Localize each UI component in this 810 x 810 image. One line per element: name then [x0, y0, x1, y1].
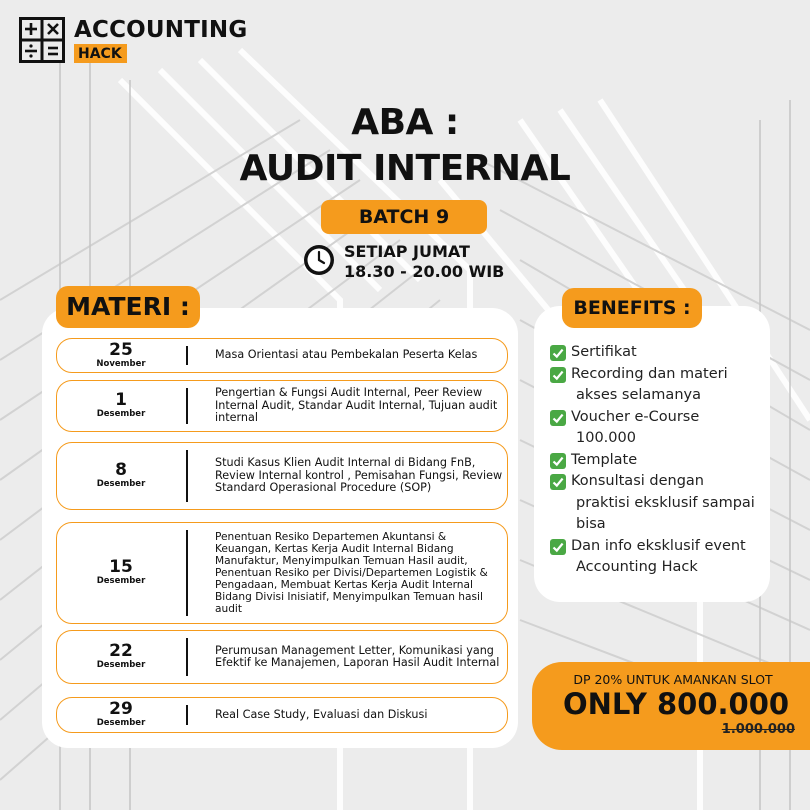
- course-title-line2: AUDIT INTERNAL: [239, 148, 571, 189]
- session-date: [57, 698, 185, 732]
- session-day: 15: [109, 557, 133, 577]
- session-month: Desember: [96, 409, 146, 419]
- benefit-item: Konsultasi dengan: [550, 471, 776, 493]
- original-price: 1.000.000: [721, 722, 795, 737]
- divider: [186, 638, 188, 676]
- check-icon: [550, 410, 566, 426]
- session-row: [56, 380, 508, 432]
- schedule-day: SETIAP JUMAT: [344, 242, 470, 261]
- benefit-item-continued: 100.000: [576, 430, 636, 446]
- benefits-heading: BENEFITS :: [562, 288, 702, 328]
- check-icon: [550, 345, 566, 361]
- session-topic: Penentuan Resiko Departemen Akuntansi & Keuangan, Kertas Kerja Audit Internal Bidang Manufaktur, Menyimpulkan Temuan Hasil audit, Penentuan Resiko per Divisi/Departemen Logistik & Pengadaan, Membuat Kertas Kerja Audit Internal Bidang Divisi Inisiatif, Menyimpulkan Temuan hasil audit: [215, 531, 488, 615]
- benefit-item: Voucher e-Course: [550, 407, 776, 429]
- check-icon: [550, 453, 566, 469]
- session-day: 29: [109, 699, 133, 719]
- session-day: 25: [109, 339, 133, 360]
- session-day: 1: [115, 390, 127, 410]
- benefit-item: Sertifikat: [550, 342, 776, 364]
- batch-badge: BATCH 9: [321, 200, 487, 234]
- check-icon: [550, 367, 566, 383]
- divider: [186, 705, 188, 725]
- divider: [186, 346, 188, 365]
- benefit-item: Dan info eksklusif event: [550, 536, 776, 558]
- session-topic: Pengertian & Fungsi Audit Internal, Peer Review Internal Audit, Standar Audit Internal, Tujuan audit internal: [215, 386, 498, 425]
- current-price: ONLY 800.000: [563, 687, 790, 721]
- divider: [186, 530, 188, 616]
- session-day: 22: [109, 641, 133, 661]
- schedule-info: [344, 242, 504, 282]
- session-row: [56, 697, 508, 733]
- session-month: Desember: [96, 718, 146, 728]
- session-month: Desember: [96, 479, 146, 489]
- clock-icon: [303, 244, 335, 276]
- session-day: 8: [115, 460, 127, 480]
- materi-heading: MATERI :: [56, 286, 200, 328]
- session-topic: Studi Kasus Klien Audit Internal di Bidang FnB, Review Internal kontrol , Pemisahan Fungsi, Review Standard Operasional Procedure (SOP): [215, 456, 503, 495]
- benefit-item-continued: praktisi eksklusif sampai: [576, 494, 755, 511]
- divider: [186, 450, 188, 502]
- session-date: [57, 381, 185, 431]
- benefit-item: Template: [550, 450, 776, 472]
- session-topic: Masa Orientasi atau Pembekalan Peserta Kelas: [215, 348, 478, 362]
- session-topic: Real Case Study, Evaluasi dan Diskusi: [215, 707, 428, 721]
- check-icon: [550, 539, 566, 555]
- session-row: [56, 630, 508, 684]
- benefit-item-continued: bisa: [576, 516, 606, 532]
- calculator-icon: [19, 17, 65, 63]
- benefit-item-continued: akses selamanya: [576, 387, 701, 403]
- logo-title: ACCOUNTING: [74, 17, 248, 43]
- course-title-line1: ABA :: [351, 102, 459, 143]
- session-row: [56, 442, 508, 510]
- schedule-time: 18.30 - 20.00 WIB: [344, 262, 505, 281]
- session-date: [57, 339, 185, 372]
- benefit-item-continued: Accounting Hack: [576, 559, 698, 575]
- logo-subtitle: HACK: [74, 44, 127, 63]
- session-row: [56, 338, 508, 373]
- session-topic: Perumusan Management Letter, Komunikasi yang Efektif ke Manajemen, Laporan Hasil Audit Internal: [215, 643, 500, 669]
- benefits-list: [550, 342, 776, 579]
- benefit-item: Recording dan materi: [550, 364, 776, 386]
- session-date: [57, 523, 185, 623]
- session-date: [57, 443, 185, 509]
- session-date: [57, 631, 185, 683]
- session-row: [56, 522, 508, 624]
- session-month: Desember: [96, 576, 146, 586]
- session-month: November: [96, 358, 146, 369]
- divider: [186, 388, 188, 424]
- dp-note: DP 20% UNTUK AMANKAN SLOT: [573, 672, 773, 687]
- check-icon: [550, 474, 566, 490]
- session-month: Desember: [96, 660, 146, 670]
